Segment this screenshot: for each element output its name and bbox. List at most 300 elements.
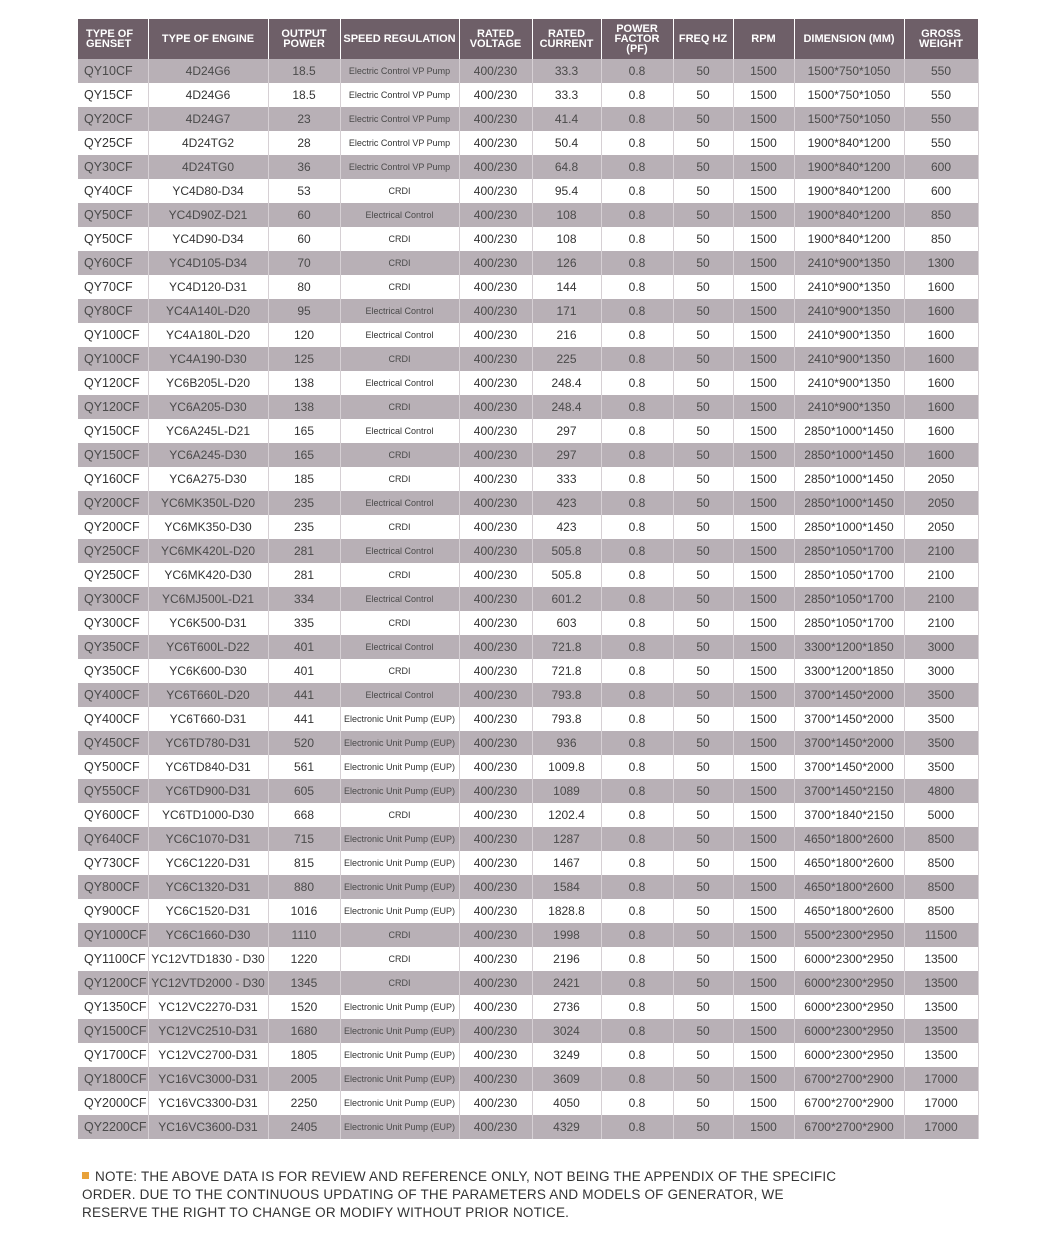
cell-rated-voltage: 400/230: [459, 635, 532, 659]
header-output-power: OUTPUT POWER: [268, 19, 340, 59]
cell-freq: 50: [673, 371, 733, 395]
cell-rated-voltage: 400/230: [459, 299, 532, 323]
cell-power-factor: 0.8: [601, 395, 673, 419]
table-body: [78, 59, 978, 1139]
cell-rated-voltage: 400/230: [459, 971, 532, 995]
header-freq: FREQ HZ: [673, 19, 733, 59]
cell-engine: YC6T660L-D20: [148, 683, 268, 707]
cell-speed-regulation: CRDI: [340, 515, 459, 539]
cell-freq: 50: [673, 83, 733, 107]
cell-rated-voltage: 400/230: [459, 539, 532, 563]
cell-engine: 4D24G6: [148, 59, 268, 83]
cell-speed-regulation: Electronic Unit Pump (EUP): [340, 1091, 459, 1115]
cell-genset: QY1700CF: [78, 1043, 148, 1067]
cell-speed-regulation: Electric Control VP Pump: [340, 59, 459, 83]
cell-engine: YC4D105-D34: [148, 251, 268, 275]
cell-freq: 50: [673, 275, 733, 299]
cell-rpm: 1500: [733, 371, 794, 395]
table-row: [78, 107, 978, 131]
cell-genset: QY500CF: [78, 755, 148, 779]
cell-gross-weight: 5000: [904, 803, 978, 827]
cell-power-factor: 0.8: [601, 491, 673, 515]
cell-engine: 4D24G6: [148, 83, 268, 107]
cell-output-power: 1110: [268, 923, 340, 947]
cell-genset: QY50CF: [78, 203, 148, 227]
cell-output-power: 36: [268, 155, 340, 179]
table-row: [78, 83, 978, 107]
cell-speed-regulation: Electronic Unit Pump (EUP): [340, 1115, 459, 1139]
cell-freq: 50: [673, 875, 733, 899]
cell-power-factor: 0.8: [601, 779, 673, 803]
cell-dimension: 6000*2300*2950: [794, 971, 904, 995]
header-type-of-engine: TYPE OF ENGINE: [148, 19, 268, 59]
cell-output-power: 60: [268, 227, 340, 251]
cell-engine: YC6T660-D31: [148, 707, 268, 731]
cell-dimension: 2850*1050*1700: [794, 539, 904, 563]
cell-dimension: 4650*1800*2600: [794, 827, 904, 851]
cell-genset: QY150CF: [78, 443, 148, 467]
cell-dimension: 3300*1200*1850: [794, 635, 904, 659]
cell-dimension: 3700*1840*2150: [794, 803, 904, 827]
cell-genset: QY20CF: [78, 107, 148, 131]
cell-rpm: 1500: [733, 659, 794, 683]
table-row: [78, 395, 978, 419]
cell-dimension: 1900*840*1200: [794, 227, 904, 251]
cell-output-power: 441: [268, 683, 340, 707]
cell-freq: 50: [673, 1043, 733, 1067]
cell-power-factor: 0.8: [601, 155, 673, 179]
cell-rated-current: 95.4: [532, 179, 601, 203]
cell-rated-current: 793.8: [532, 707, 601, 731]
cell-freq: 50: [673, 227, 733, 251]
cell-output-power: 815: [268, 851, 340, 875]
cell-engine: YC6C1220-D31: [148, 851, 268, 875]
cell-speed-regulation: Electrical Control: [340, 683, 459, 707]
cell-output-power: 95: [268, 299, 340, 323]
table-row: [78, 275, 978, 299]
cell-gross-weight: 8500: [904, 851, 978, 875]
cell-output-power: 185: [268, 467, 340, 491]
cell-engine: YC6MK350L-D20: [148, 491, 268, 515]
cell-gross-weight: 1600: [904, 371, 978, 395]
cell-engine: YC6A245-D30: [148, 443, 268, 467]
cell-output-power: 80: [268, 275, 340, 299]
cell-freq: 50: [673, 827, 733, 851]
header-rated-voltage: RATED VOLTAGE: [459, 19, 532, 59]
cell-engine: YC4D120-D31: [148, 275, 268, 299]
cell-rpm: 1500: [733, 299, 794, 323]
cell-genset: QY400CF: [78, 707, 148, 731]
cell-genset: QY1000CF: [78, 923, 148, 947]
cell-gross-weight: 1600: [904, 323, 978, 347]
cell-freq: 50: [673, 971, 733, 995]
table-row: [78, 779, 978, 803]
cell-genset: QY1100CF: [78, 947, 148, 971]
cell-engine: YC6A275-D30: [148, 467, 268, 491]
cell-speed-regulation: Electronic Unit Pump (EUP): [340, 995, 459, 1019]
cell-engine: YC6T600L-D22: [148, 635, 268, 659]
cell-speed-regulation: CRDI: [340, 467, 459, 491]
cell-speed-regulation: CRDI: [340, 947, 459, 971]
cell-power-factor: 0.8: [601, 83, 673, 107]
cell-dimension: 2850*1000*1450: [794, 419, 904, 443]
cell-freq: 50: [673, 923, 733, 947]
cell-power-factor: 0.8: [601, 299, 673, 323]
cell-rated-current: 171: [532, 299, 601, 323]
cell-gross-weight: 8500: [904, 899, 978, 923]
cell-power-factor: 0.8: [601, 683, 673, 707]
table-row: [78, 851, 978, 875]
cell-speed-regulation: CRDI: [340, 611, 459, 635]
cell-speed-regulation: CRDI: [340, 179, 459, 203]
cell-dimension: 6700*2700*2900: [794, 1091, 904, 1115]
cell-freq: 50: [673, 707, 733, 731]
cell-engine: YC6MK420L-D20: [148, 539, 268, 563]
cell-engine: YC12VTD2000 - D30: [148, 971, 268, 995]
cell-power-factor: 0.8: [601, 971, 673, 995]
cell-output-power: 1220: [268, 947, 340, 971]
cell-speed-regulation: Electronic Unit Pump (EUP): [340, 875, 459, 899]
cell-rated-current: 144: [532, 275, 601, 299]
table-row: [78, 347, 978, 371]
cell-genset: QY25CF: [78, 131, 148, 155]
cell-speed-regulation: Electrical Control: [340, 635, 459, 659]
cell-gross-weight: 11500: [904, 923, 978, 947]
cell-engine: YC4A140L-D20: [148, 299, 268, 323]
cell-genset: QY2000CF: [78, 1091, 148, 1115]
cell-dimension: 2410*900*1350: [794, 395, 904, 419]
cell-rated-current: 2196: [532, 947, 601, 971]
cell-rated-current: 248.4: [532, 395, 601, 419]
cell-dimension: 3700*1450*2000: [794, 707, 904, 731]
cell-power-factor: 0.8: [601, 275, 673, 299]
cell-output-power: 165: [268, 419, 340, 443]
cell-freq: 50: [673, 995, 733, 1019]
cell-rpm: 1500: [733, 179, 794, 203]
cell-power-factor: 0.8: [601, 827, 673, 851]
cell-dimension: 2850*1050*1700: [794, 587, 904, 611]
cell-gross-weight: 3000: [904, 635, 978, 659]
cell-rpm: 1500: [733, 755, 794, 779]
cell-freq: 50: [673, 803, 733, 827]
cell-rated-voltage: 400/230: [459, 443, 532, 467]
cell-speed-regulation: CRDI: [340, 803, 459, 827]
cell-power-factor: 0.8: [601, 347, 673, 371]
cell-genset: QY200CF: [78, 491, 148, 515]
cell-freq: 50: [673, 395, 733, 419]
cell-gross-weight: 2050: [904, 467, 978, 491]
cell-genset: QY150CF: [78, 419, 148, 443]
cell-rpm: 1500: [733, 323, 794, 347]
table-row: [78, 251, 978, 275]
cell-engine: YC6MK420-D30: [148, 563, 268, 587]
cell-genset: QY450CF: [78, 731, 148, 755]
cell-rated-current: 1584: [532, 875, 601, 899]
cell-rated-voltage: 400/230: [459, 419, 532, 443]
table-row: [78, 995, 978, 1019]
cell-dimension: 2850*1050*1700: [794, 563, 904, 587]
cell-rated-voltage: 400/230: [459, 899, 532, 923]
table-row: [78, 443, 978, 467]
table-row: [78, 419, 978, 443]
cell-genset: QY640CF: [78, 827, 148, 851]
cell-gross-weight: 13500: [904, 1043, 978, 1067]
cell-rpm: 1500: [733, 155, 794, 179]
cell-engine: YC12VC2270-D31: [148, 995, 268, 1019]
cell-rpm: 1500: [733, 539, 794, 563]
cell-speed-regulation: Electronic Unit Pump (EUP): [340, 755, 459, 779]
cell-dimension: 1900*840*1200: [794, 203, 904, 227]
table-row: [78, 827, 978, 851]
cell-rated-current: 33.3: [532, 83, 601, 107]
cell-rated-voltage: 400/230: [459, 491, 532, 515]
cell-output-power: 715: [268, 827, 340, 851]
table-row: [78, 659, 978, 683]
cell-gross-weight: 17000: [904, 1067, 978, 1091]
cell-rpm: 1500: [733, 227, 794, 251]
cell-rpm: 1500: [733, 203, 794, 227]
cell-speed-regulation: Electric Control VP Pump: [340, 83, 459, 107]
cell-rated-voltage: 400/230: [459, 659, 532, 683]
cell-genset: QY730CF: [78, 851, 148, 875]
cell-power-factor: 0.8: [601, 755, 673, 779]
cell-speed-regulation: Electrical Control: [340, 587, 459, 611]
cell-rated-voltage: 400/230: [459, 1043, 532, 1067]
cell-power-factor: 0.8: [601, 467, 673, 491]
cell-speed-regulation: CRDI: [340, 971, 459, 995]
cell-power-factor: 0.8: [601, 875, 673, 899]
table-row: [78, 1043, 978, 1067]
table-row: [78, 707, 978, 731]
cell-engine: YC12VC2510-D31: [148, 1019, 268, 1043]
cell-rated-voltage: 400/230: [459, 1067, 532, 1091]
cell-genset: QY120CF: [78, 371, 148, 395]
cell-rpm: 1500: [733, 611, 794, 635]
cell-engine: YC6TD900-D31: [148, 779, 268, 803]
cell-output-power: 125: [268, 347, 340, 371]
table-row: [78, 731, 978, 755]
cell-rated-current: 41.4: [532, 107, 601, 131]
cell-rpm: 1500: [733, 275, 794, 299]
cell-dimension: 6700*2700*2900: [794, 1067, 904, 1091]
cell-engine: YC6C1660-D30: [148, 923, 268, 947]
header-gross-weight: GROSS WEIGHT: [904, 19, 978, 59]
cell-genset: QY100CF: [78, 323, 148, 347]
cell-rated-voltage: 400/230: [459, 107, 532, 131]
cell-rated-current: 505.8: [532, 563, 601, 587]
cell-rated-current: 423: [532, 491, 601, 515]
cell-rpm: 1500: [733, 251, 794, 275]
cell-power-factor: 0.8: [601, 1067, 673, 1091]
cell-engine: YC16VC3600-D31: [148, 1115, 268, 1139]
cell-dimension: 1500*750*1050: [794, 59, 904, 83]
cell-power-factor: 0.8: [601, 1091, 673, 1115]
cell-speed-regulation: CRDI: [340, 659, 459, 683]
cell-freq: 50: [673, 203, 733, 227]
cell-output-power: 1016: [268, 899, 340, 923]
table-row: [78, 179, 978, 203]
cell-output-power: 23: [268, 107, 340, 131]
cell-gross-weight: 1300: [904, 251, 978, 275]
cell-rated-current: 4050: [532, 1091, 601, 1115]
cell-dimension: 6000*2300*2950: [794, 1019, 904, 1043]
cell-rpm: 1500: [733, 635, 794, 659]
cell-freq: 50: [673, 899, 733, 923]
cell-output-power: 401: [268, 659, 340, 683]
cell-gross-weight: 2100: [904, 539, 978, 563]
cell-rated-current: 505.8: [532, 539, 601, 563]
cell-engine: YC6C1520-D31: [148, 899, 268, 923]
cell-rpm: 1500: [733, 563, 794, 587]
cell-freq: 50: [673, 251, 733, 275]
cell-rated-voltage: 400/230: [459, 227, 532, 251]
cell-rated-current: 4329: [532, 1115, 601, 1139]
cell-speed-regulation: CRDI: [340, 923, 459, 947]
cell-output-power: 165: [268, 443, 340, 467]
cell-genset: QY350CF: [78, 659, 148, 683]
cell-output-power: 235: [268, 491, 340, 515]
cell-genset: QY1800CF: [78, 1067, 148, 1091]
cell-rated-voltage: 400/230: [459, 323, 532, 347]
cell-gross-weight: 3500: [904, 683, 978, 707]
cell-dimension: 6000*2300*2950: [794, 1043, 904, 1067]
cell-dimension: 2850*1000*1450: [794, 467, 904, 491]
cell-engine: 4D24TG2: [148, 131, 268, 155]
cell-rpm: 1500: [733, 683, 794, 707]
cell-gross-weight: 3500: [904, 731, 978, 755]
cell-genset: QY50CF: [78, 227, 148, 251]
cell-rpm: 1500: [733, 971, 794, 995]
cell-speed-regulation: Electronic Unit Pump (EUP): [340, 851, 459, 875]
cell-dimension: 3700*1450*2000: [794, 755, 904, 779]
cell-speed-regulation: Electronic Unit Pump (EUP): [340, 1019, 459, 1043]
cell-rated-current: 126: [532, 251, 601, 275]
cell-gross-weight: 1600: [904, 419, 978, 443]
cell-dimension: 3700*1450*2000: [794, 731, 904, 755]
table-row: [78, 1115, 978, 1139]
cell-speed-regulation: CRDI: [340, 347, 459, 371]
table-row: [78, 899, 978, 923]
cell-gross-weight: 1600: [904, 299, 978, 323]
cell-gross-weight: 1600: [904, 443, 978, 467]
cell-gross-weight: 3000: [904, 659, 978, 683]
cell-output-power: 281: [268, 539, 340, 563]
table-row: [78, 491, 978, 515]
cell-gross-weight: 2050: [904, 515, 978, 539]
cell-gross-weight: 13500: [904, 995, 978, 1019]
cell-rated-current: 3249: [532, 1043, 601, 1067]
cell-rated-voltage: 400/230: [459, 275, 532, 299]
cell-rated-voltage: 400/230: [459, 875, 532, 899]
cell-speed-regulation: Electronic Unit Pump (EUP): [340, 731, 459, 755]
cell-rated-current: 225: [532, 347, 601, 371]
cell-rated-voltage: 400/230: [459, 1019, 532, 1043]
cell-output-power: 1805: [268, 1043, 340, 1067]
cell-dimension: 2850*1050*1700: [794, 611, 904, 635]
cell-engine: YC6MJ500L-D21: [148, 587, 268, 611]
cell-freq: 50: [673, 1091, 733, 1115]
cell-genset: QY10CF: [78, 59, 148, 83]
cell-power-factor: 0.8: [601, 803, 673, 827]
cell-output-power: 334: [268, 587, 340, 611]
cell-rated-current: 1287: [532, 827, 601, 851]
cell-rated-voltage: 400/230: [459, 467, 532, 491]
cell-power-factor: 0.8: [601, 515, 673, 539]
cell-engine: YC6TD840-D31: [148, 755, 268, 779]
cell-gross-weight: 13500: [904, 971, 978, 995]
cell-dimension: 1500*750*1050: [794, 83, 904, 107]
cell-genset: QY30CF: [78, 155, 148, 179]
cell-genset: QY250CF: [78, 539, 148, 563]
cell-freq: 50: [673, 131, 733, 155]
cell-rated-voltage: 400/230: [459, 611, 532, 635]
cell-speed-regulation: Electrical Control: [340, 419, 459, 443]
table-row: [78, 131, 978, 155]
cell-gross-weight: 8500: [904, 827, 978, 851]
cell-rated-current: 108: [532, 203, 601, 227]
cell-gross-weight: 600: [904, 155, 978, 179]
cell-output-power: 335: [268, 611, 340, 635]
cell-genset: QY2200CF: [78, 1115, 148, 1139]
cell-rpm: 1500: [733, 899, 794, 923]
cell-output-power: 70: [268, 251, 340, 275]
cell-dimension: 2410*900*1350: [794, 251, 904, 275]
table-row: [78, 803, 978, 827]
cell-freq: 50: [673, 515, 733, 539]
cell-rpm: 1500: [733, 107, 794, 131]
cell-dimension: 1900*840*1200: [794, 155, 904, 179]
cell-power-factor: 0.8: [601, 995, 673, 1019]
cell-rated-current: 297: [532, 443, 601, 467]
cell-freq: 50: [673, 755, 733, 779]
cell-freq: 50: [673, 491, 733, 515]
cell-gross-weight: 850: [904, 227, 978, 251]
cell-rated-current: 297: [532, 419, 601, 443]
cell-engine: YC4D90Z-D21: [148, 203, 268, 227]
cell-rated-voltage: 400/230: [459, 731, 532, 755]
cell-rated-voltage: 400/230: [459, 779, 532, 803]
cell-freq: 50: [673, 467, 733, 491]
table-row: [78, 1091, 978, 1115]
cell-speed-regulation: Electrical Control: [340, 299, 459, 323]
cell-freq: 50: [673, 635, 733, 659]
cell-genset: QY250CF: [78, 563, 148, 587]
table-row: [78, 563, 978, 587]
cell-rated-current: 333: [532, 467, 601, 491]
cell-rated-current: 793.8: [532, 683, 601, 707]
cell-freq: 50: [673, 683, 733, 707]
cell-engine: YC12VTD1830 - D30: [148, 947, 268, 971]
cell-dimension: 3300*1200*1850: [794, 659, 904, 683]
cell-dimension: 2850*1000*1450: [794, 443, 904, 467]
cell-rated-voltage: 400/230: [459, 515, 532, 539]
cell-speed-regulation: CRDI: [340, 443, 459, 467]
cell-output-power: 281: [268, 563, 340, 587]
cell-speed-regulation: CRDI: [340, 275, 459, 299]
cell-power-factor: 0.8: [601, 131, 673, 155]
cell-engine: YC6MK350-D30: [148, 515, 268, 539]
table-row: [78, 971, 978, 995]
cell-engine: 4D24TG0: [148, 155, 268, 179]
cell-freq: 50: [673, 443, 733, 467]
cell-dimension: 1900*840*1200: [794, 179, 904, 203]
cell-gross-weight: 550: [904, 83, 978, 107]
cell-rated-current: 936: [532, 731, 601, 755]
table-row: [78, 323, 978, 347]
cell-rpm: 1500: [733, 491, 794, 515]
cell-rpm: 1500: [733, 851, 794, 875]
cell-rpm: 1500: [733, 395, 794, 419]
